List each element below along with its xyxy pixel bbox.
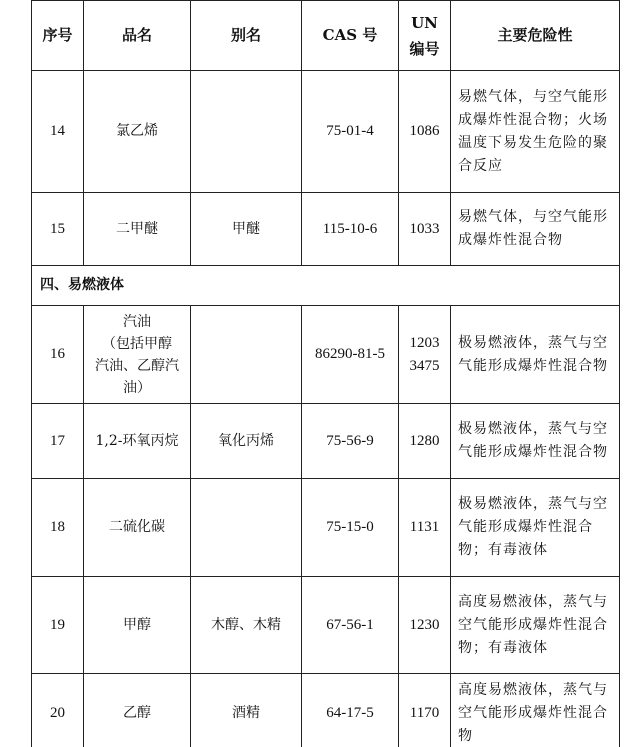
table-row — [32, 674, 620, 747]
cell-cas: 75-56-9 — [302, 404, 399, 479]
cell-alias: 木醇、木精 — [191, 577, 302, 674]
cell-un: 1203 3475 — [399, 306, 451, 404]
table-row — [32, 193, 620, 266]
cell-cas: 86290-81-5 — [302, 306, 399, 404]
cell-no: 17 — [32, 404, 84, 479]
cell-name: 氯乙烯 — [84, 71, 191, 193]
cell-hazard: 极易燃液体，蒸气与空气能形成爆炸性混合物 — [451, 306, 620, 404]
header-hazard: 主要危险性 — [451, 1, 620, 71]
header-alias: 别名 — [191, 1, 302, 71]
cell-un: 1280 — [399, 404, 451, 479]
cell-cas: 67-56-1 — [302, 577, 399, 674]
cell-cas: 64-17-5 — [302, 674, 399, 747]
cell-no: 16 — [32, 306, 84, 404]
cell-alias — [191, 71, 302, 193]
section-title: 四、易燃液体 — [32, 266, 620, 306]
cell-cas: 75-01-4 — [302, 71, 399, 193]
cell-cas: 75-15-0 — [302, 479, 399, 577]
cell-un: 1086 — [399, 71, 451, 193]
cell-alias: 氧化丙烯 — [191, 404, 302, 479]
cell-name: 乙醇 — [84, 674, 191, 747]
cell-un: 1170 — [399, 674, 451, 747]
cell-hazard: 易燃气体，与空气能形成爆炸性混合物；火场温度下易发生危险的聚合反应 — [451, 71, 620, 193]
cell-no: 20 — [32, 674, 84, 747]
table-row — [32, 71, 620, 193]
cell-hazard: 易燃气体，与空气能形成爆炸性混合物 — [451, 193, 620, 266]
cell-hazard: 高度易燃液体，蒸气与空气能形成爆炸性混合物 — [451, 674, 620, 747]
cell-name: 汽油 （包括甲醇 汽油、乙醇汽 油） — [84, 306, 191, 404]
header-row — [32, 1, 620, 71]
cell-un: 1131 — [399, 479, 451, 577]
cell-name: 二硫化碳 — [84, 479, 191, 577]
header-name: 品名 — [84, 1, 191, 71]
cell-alias: 酒精 — [191, 674, 302, 747]
cell-hazard: 极易燃液体，蒸气与空气能形成爆炸性混合物；有毒液体 — [451, 479, 620, 577]
header-cas: CAS 号 — [302, 1, 399, 71]
table-row — [32, 306, 620, 404]
cell-no: 14 — [32, 71, 84, 193]
cell-hazard: 高度易燃液体，蒸气与空气能形成爆炸性混合物；有毒液体 — [451, 577, 620, 674]
cell-no: 15 — [32, 193, 84, 266]
table-row — [32, 404, 620, 479]
cell-alias — [191, 306, 302, 404]
cell-cas: 115-10-6 — [302, 193, 399, 266]
table-row — [32, 577, 620, 674]
cell-hazard: 极易燃液体，蒸气与空气能形成爆炸性混合物 — [451, 404, 620, 479]
cell-no: 18 — [32, 479, 84, 577]
hazardous-chemicals-table — [31, 0, 620, 747]
header-un: UN 编号 — [399, 1, 451, 71]
cell-no: 19 — [32, 577, 84, 674]
section-row — [32, 266, 620, 306]
cell-name: 二甲醚 — [84, 193, 191, 266]
table-row — [32, 479, 620, 577]
cell-alias: 甲醚 — [191, 193, 302, 266]
cell-name: 甲醇 — [84, 577, 191, 674]
cell-un: 1033 — [399, 193, 451, 266]
cell-un: 1230 — [399, 577, 451, 674]
cell-alias — [191, 479, 302, 577]
header-no: 序号 — [32, 1, 84, 71]
cell-name: 1,2-环氧丙烷 — [84, 404, 191, 479]
